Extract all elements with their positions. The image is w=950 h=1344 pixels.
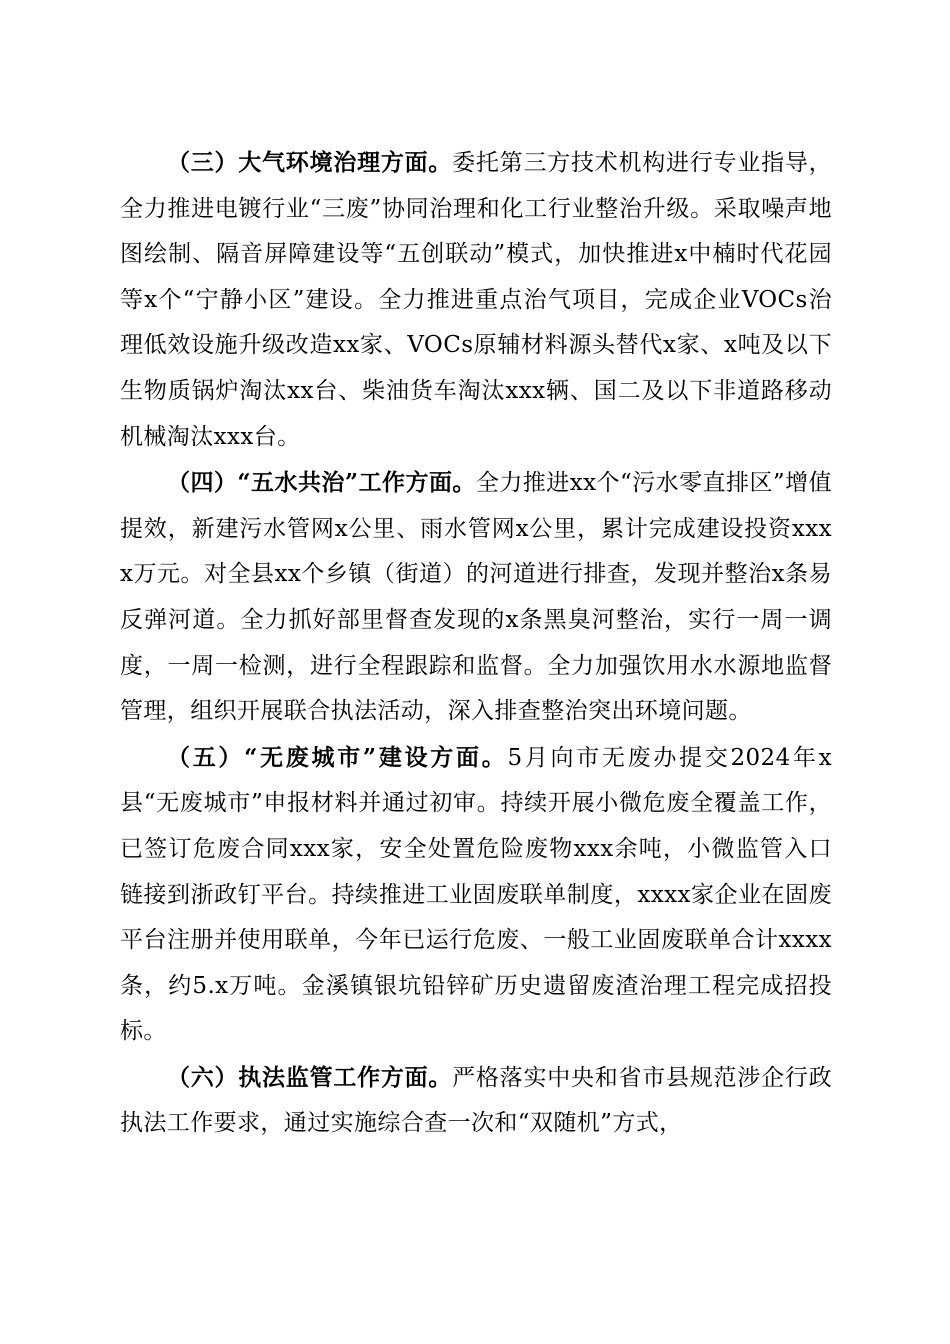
paragraph-heading: （三）大气环境治理方面。 [167, 149, 453, 176]
paragraph-heading: （五）“无废城市”建设方面。 [167, 743, 508, 771]
paragraph-heading: （四）“五水共治”工作方面。 [167, 469, 476, 497]
paragraph-water-governance [120, 460, 832, 735]
paragraph-text: 5月向市无废办提交2024年x县“无废城市”申报材料并通过初审。持续开展小微危废全覆盖工作，已签订危废合同xxx家，安全处置危险废物xxx余吨，小微监管入口链接到浙政钉平台。持续推进工业固废联单制度，xxxx家企业在固废平台注册并使用联单，今年已运行危废、一般工业固废联单合计xxxx条，约5.x万吨。金溪镇银坑铅锌矿历史遗留废渣治理工程完成招投标。 [120, 744, 833, 1045]
paragraph-law-enforcement [120, 1055, 832, 1147]
paragraph-text: 全力推进xx个“污水零直排区”增值提效，新建污水管网x公里、雨水管网x公里，累计完成建设投资xxxx万元。对全县xx个乡镇（街道）的河道进行排查，发现并整治x条易反弹河道。全力抓好部里督查发现的x条黑臭河整治，实行一周一调度，一周一检测，进行全程跟踪和监督。全力加强饮用水水源地监督管理，组织开展联合执法活动，深入排查整治突出环境问题。 [120, 470, 832, 725]
paragraph-heading: （六）执法监管工作方面。 [167, 1063, 453, 1091]
paragraph-text: 委托第三方技术机构进行专业指导，全力推进电镀行业“三废”协同治理和化工行业整治升级。采取噪声地图绘制、隔音屏障建设等“五创联动”模式，加快推进x中楠时代花园等x个“宁静小区”建设。全力推进重点治气项目，完成企业VOCs治理低效设施升级改造xx家、VOCs原辅材料源头替代x家、x吨及以下生物质锅炉淘汰xx台、柴油货车淘汰xxx辆、国二及以下非道路移动机械淘汰xxx台。 [120, 150, 832, 450]
paragraph-air-environment [120, 140, 832, 460]
paragraph-zero-waste-city [120, 735, 832, 1055]
document-body [120, 140, 832, 1147]
paragraph-text: 严格落实中央和省市县规范涉企行政执法工作要求，通过实施综合查一次和“双随机”方式， [120, 1064, 832, 1137]
